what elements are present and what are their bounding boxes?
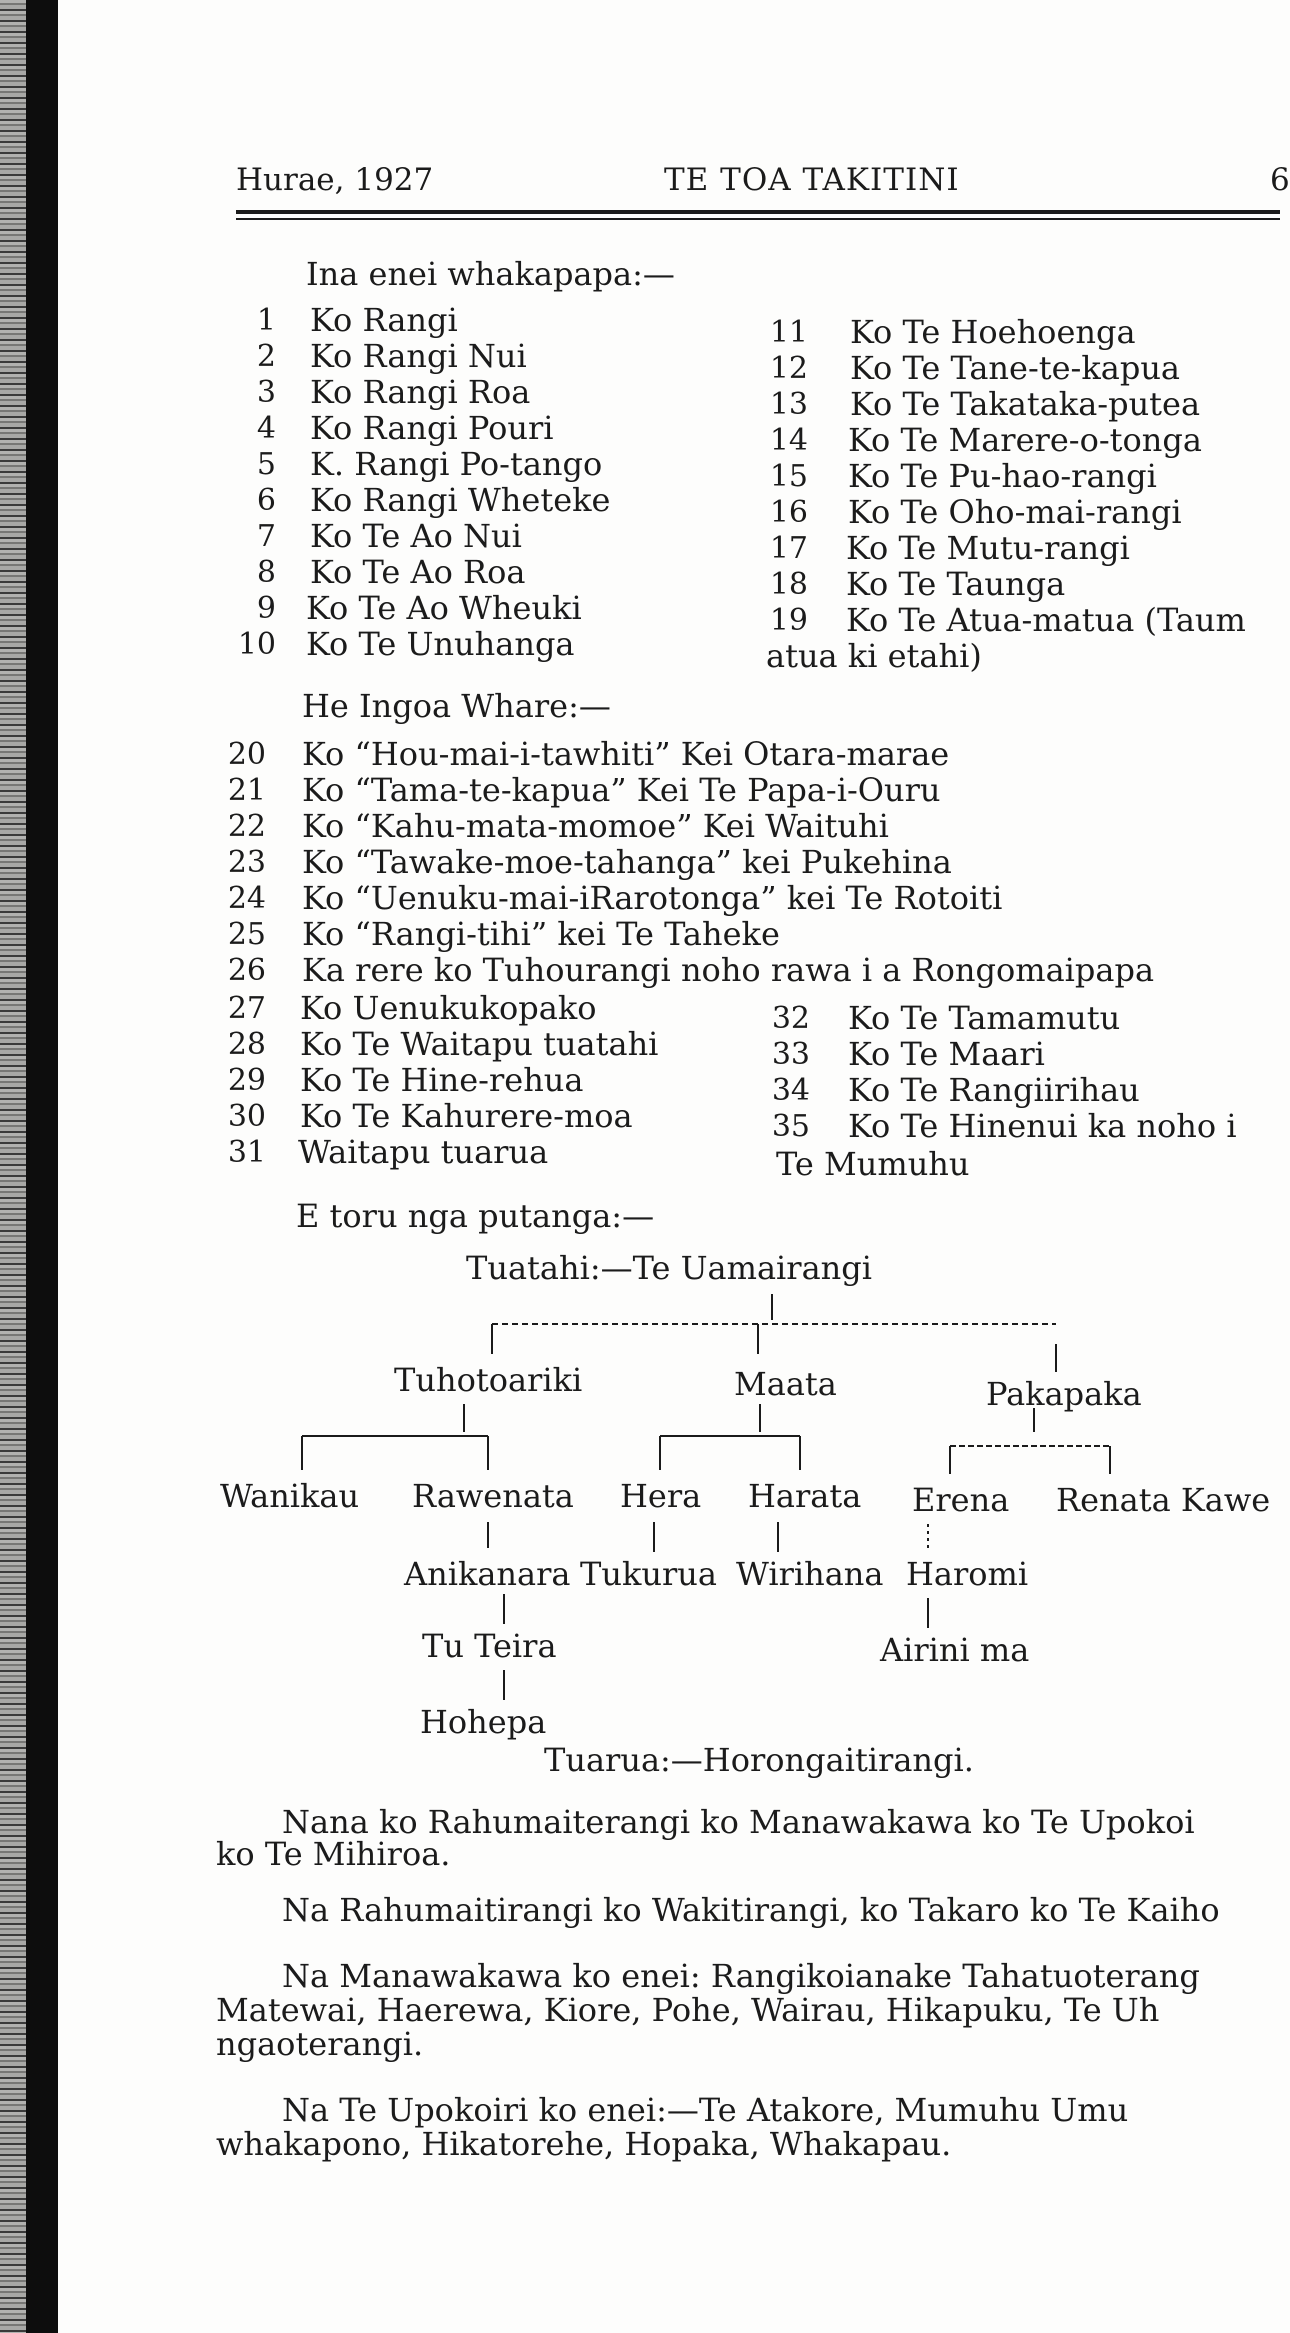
list-item-continuation: Te Mumuhu [776,1145,970,1183]
list-number: 21 [227,773,266,808]
list-item: Ko “Hou-mai-i-tawhiti” Kei Otara-marae [302,735,950,773]
header-page-number: 6 [1270,162,1290,198]
list-number: 34 [771,1073,810,1108]
list-item: Ko Te Oho-mai-rangi [848,493,1182,531]
list-item: Ko Te Tamamutu [848,999,1121,1037]
list-item: K. Rangi Po-tango [310,445,603,483]
list-item: Waitapu tuarua [298,1133,549,1171]
list-number: 8 [256,555,276,590]
list-number: 26 [227,953,266,988]
tree-node: Airini ma [880,1631,1030,1669]
list-item: Ko Te Maari [848,1035,1045,1073]
tree-node: Wanikau [220,1477,360,1515]
tree-node: Erena [912,1481,1010,1519]
list-number: 10 [237,627,276,662]
list-item: Ko Rangi Pouri [310,409,554,447]
list-item: Ko Te Rangiirihau [848,1071,1140,1109]
list-item: Ko Te Ao Roa [310,553,526,591]
tree-node: Tukurua [580,1555,717,1593]
list-number: 19 [769,603,808,638]
list-number: 6 [256,483,276,518]
tree-node: Rawenata [412,1477,574,1515]
list-number: 20 [227,737,266,772]
tree-node: Wirihana [736,1555,884,1593]
list-number: 15 [769,459,808,494]
header-title: TE TOA TAKITINI [664,162,960,198]
list-number: 4 [256,411,276,446]
tree-node: Haromi [906,1555,1029,1593]
list-number: 2 [256,339,276,374]
list-number: 22 [227,809,266,844]
list-number: 1 [256,303,276,338]
list-number: 18 [769,567,808,602]
tree-node: Anikanara [404,1555,571,1593]
tree-node: Pakapaka [986,1375,1142,1413]
list-item: Ko Te Kahurere-moa [300,1097,633,1135]
tree-node: Maata [734,1365,837,1403]
list-number: 27 [227,991,266,1026]
paragraph-line: ko Te Mihiroa. [216,1835,451,1873]
putanga-heading: E toru nga putanga:— [296,1197,655,1235]
list-number: 3 [256,375,276,410]
list-item-continuation: atua ki etahi) [766,637,982,675]
tree-node: Hera [620,1477,702,1515]
list-number: 29 [227,1063,266,1098]
list-number: 9 [256,591,276,626]
paragraph-line: Na Manawakawa ko enei: Rangikoianake Tahatuoterang [282,1957,1200,1995]
list-item: Ko Te Takataka-putea [850,385,1201,423]
list-number: 16 [769,495,808,530]
list-item: Ko “Uenuku-mai-iRarotonga” kei Te Rotoiti [302,879,1003,917]
tree-node: Hohepa [420,1703,547,1741]
list-number: 13 [769,387,808,422]
houses-heading: He Ingoa Whare:— [302,687,611,725]
tree-node: Harata [748,1477,862,1515]
list-number: 17 [769,531,808,566]
intro-line: Ina enei whakapapa:— [306,255,675,293]
list-number: 28 [227,1027,266,1062]
list-number: 24 [227,881,266,916]
list-item: Ko Te Hine-rehua [300,1061,584,1099]
list-item: Ko Te Hinenui ka noho i [848,1107,1237,1145]
list-item: Ko “Rangi-tihi” kei Te Taheke [302,915,780,953]
paragraph-line: ngaoterangi. [216,2025,424,2063]
list-item: Ko Te Hoehoenga [850,313,1136,351]
list-number: 7 [256,519,276,554]
list-item: Ko Te Pu-hao-rangi [848,457,1157,495]
list-number: 23 [227,845,266,880]
list-number: 14 [769,423,808,458]
list-item: Ko Te Ao Wheuki [306,589,582,627]
paragraph-line: Na Te Upokoiri ko enei:—Te Atakore, Mumuhu Umu [282,2091,1129,2129]
list-item: Ko Te Waitapu tuatahi [300,1025,659,1063]
list-number: 33 [771,1037,810,1072]
list-number: 25 [227,917,266,952]
paragraph-line: whakapono, Hikatorehe, Hopaka, Whakapau. [216,2125,952,2163]
list-number: 11 [769,315,808,350]
list-number: 31 [227,1135,266,1170]
tree-root: Tuatahi:—Te Uamairangi [466,1249,872,1287]
list-number: 5 [256,447,276,482]
list-item: Ko Te Unuhanga [306,625,575,663]
list-item: Ko Rangi Roa [310,373,531,411]
paragraph-line: Na Rahumaitirangi ko Wakitirangi, ko Takaro ko Te Kaiho [282,1891,1220,1929]
list-item: Ko Rangi Nui [310,337,527,375]
list-item: Ko “Tama-te-kapua” Kei Te Papa-i-Ouru [302,771,941,809]
list-item: Ko Te Mutu-rangi [846,529,1130,567]
tree-node: Tu Teira [422,1627,557,1665]
paragraph-line: Nana ko Rahumaiterangi ko Manawakawa ko Te Upokoi [282,1803,1195,1841]
list-item: Ko Te Atua-matua (Taum [846,601,1246,639]
tree-node: Tuhotoariki [394,1361,583,1399]
tree-node: Renata Kawe [1056,1481,1271,1519]
header-date: Hurae, 1927 [236,162,434,198]
list-item: Ko “Tawake-moe-tahanga” kei Pukehina [302,843,952,881]
list-item: Ko “Kahu-mata-momoe” Kei Waituhi [302,807,889,845]
list-number: 12 [769,351,808,386]
list-item: Ka rere ko Tuhourangi noho rawa i a Rongomaipapa [302,951,1155,989]
list-item: Ko Rangi Wheteke [310,481,611,519]
list-number: 32 [771,1001,810,1036]
list-item: Ko Rangi [310,301,458,339]
list-item: Ko Uenukukopako [300,989,597,1027]
list-item: Ko Te Ao Nui [310,517,522,555]
list-number: 30 [227,1099,266,1134]
list-item: Ko Te Taunga [846,565,1066,603]
tuarua-line: Tuarua:—Horongaitirangi. [544,1741,974,1779]
list-item: Ko Te Tane-te-kapua [850,349,1180,387]
list-item: Ko Te Marere-o-tonga [848,421,1202,459]
list-number: 35 [771,1109,810,1144]
paragraph-line: Matewai, Haerewa, Kiore, Pohe, Wairau, Hikapuku, Te Uh [216,1991,1160,2029]
